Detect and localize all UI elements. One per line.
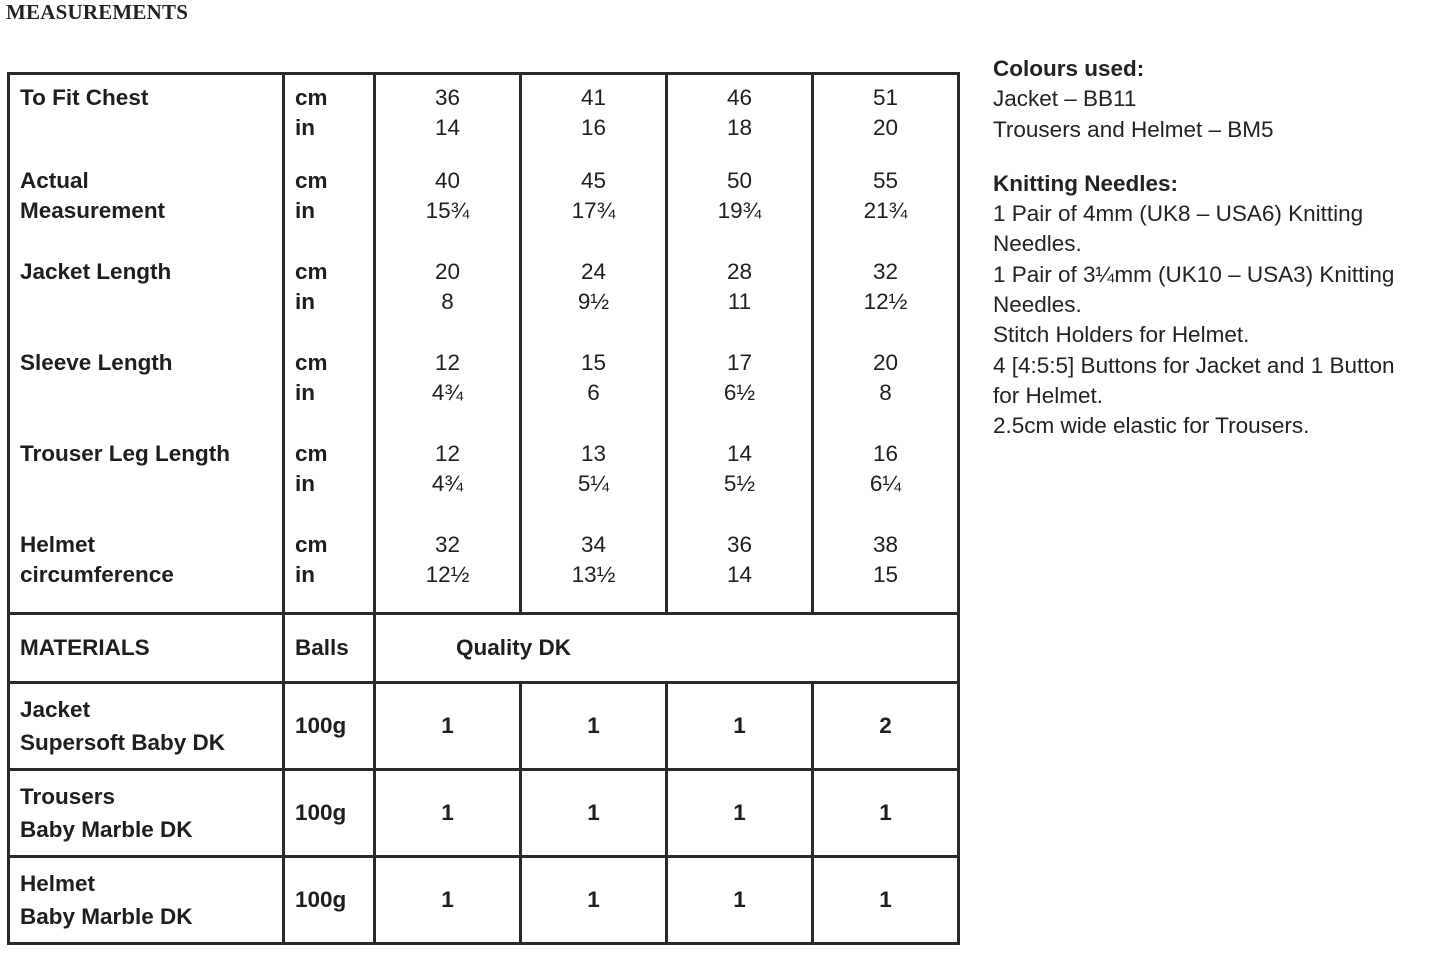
size-value: 12: [434, 350, 461, 375]
size-value: 6¼: [869, 471, 902, 496]
size-value-cell: [813, 166, 959, 257]
size-value: 16: [580, 115, 607, 140]
unit-label: cm: [295, 350, 328, 375]
materials-header-label: MATERIALS: [9, 614, 284, 683]
size-value: 12: [434, 441, 461, 466]
measurement-label: [9, 257, 284, 348]
measurement-row: [9, 257, 959, 348]
unit-cell: [284, 166, 375, 257]
ball-count: 1: [375, 683, 521, 770]
size-value: 15: [580, 350, 607, 375]
size-value-cell: [813, 439, 959, 530]
unit-cell: [284, 530, 375, 614]
size-value-cell: [375, 74, 521, 167]
colour-line: Trousers and Helmet – BM5: [993, 116, 1274, 142]
material-label-line: Baby Marble DK: [20, 904, 193, 929]
balls-header: Balls: [284, 614, 375, 683]
ball-count: 1: [667, 857, 813, 944]
size-value: 16: [872, 441, 899, 466]
size-value: 6: [587, 380, 600, 405]
size-value-cell: [667, 74, 813, 167]
ball-count: 1: [375, 770, 521, 857]
ball-count: 2: [813, 683, 959, 770]
material-label-line: Jacket: [20, 697, 91, 722]
size-value-cell: [667, 257, 813, 348]
needles-line: 2.5cm wide elastic for Trousers.: [993, 413, 1310, 439]
measurement-row: [9, 439, 959, 530]
size-value: 8: [879, 380, 892, 405]
ball-count: 1: [521, 857, 667, 944]
size-value-cell: [667, 348, 813, 439]
size-value: 11: [727, 289, 752, 314]
unit-label: cm: [295, 532, 328, 557]
size-value-cell: [813, 257, 959, 348]
measurement-row: [9, 530, 959, 614]
size-value: 15: [872, 562, 899, 587]
ball-weight: 100g: [284, 770, 375, 857]
ball-count: 1: [667, 770, 813, 857]
needles-line: 1 Pair of 3¼mm (UK10 – USA3) Knitting: [993, 261, 1395, 287]
material-label-line: Supersoft Baby DK: [20, 730, 226, 755]
size-value: 4¾: [431, 471, 464, 496]
size-value: 19¾: [717, 198, 762, 223]
size-value-cell: [375, 166, 521, 257]
size-value: 24: [580, 259, 607, 284]
measurement-label-line: Helmet: [20, 532, 96, 557]
unit-label: in: [295, 562, 315, 587]
size-value-cell: [521, 166, 667, 257]
unit-label: cm: [295, 441, 328, 466]
ball-count: 1: [813, 857, 959, 944]
ball-count: 1: [667, 683, 813, 770]
size-value: 32: [434, 532, 461, 557]
measurement-label-line: Actual: [20, 168, 89, 193]
size-value-cell: [667, 439, 813, 530]
size-value-cell: [521, 348, 667, 439]
size-value: 6½: [723, 380, 756, 405]
size-value: 17¾: [571, 198, 616, 223]
size-value: 14: [726, 441, 753, 466]
unit-label: in: [295, 198, 315, 223]
size-value: 38: [872, 532, 899, 557]
measurement-row: [9, 166, 959, 257]
size-value-cell: [375, 348, 521, 439]
needles-line: Needles.: [993, 292, 1082, 318]
colour-line: Jacket – BB11: [993, 86, 1137, 112]
measurement-row: [9, 74, 959, 167]
size-value: 14: [434, 115, 461, 140]
measurement-label: [9, 439, 284, 530]
quality-header: Quality DK: [375, 614, 959, 683]
ball-count: 1: [375, 857, 521, 944]
size-value: 50: [726, 168, 753, 193]
size-value-cell: [521, 257, 667, 348]
size-value-cell: [813, 348, 959, 439]
size-value: 32: [872, 259, 899, 284]
size-value: 28: [726, 259, 753, 284]
size-value-cell: [375, 439, 521, 530]
needles-line: 4 [4:5:5] Buttons for Jacket and 1 Button: [993, 352, 1395, 378]
materials-header-row: [9, 614, 959, 683]
size-value: 4¾: [431, 380, 464, 405]
unit-label: in: [295, 380, 315, 405]
size-value-cell: [521, 530, 667, 614]
unit-cell: [284, 439, 375, 530]
needles-line: Needles.: [993, 231, 1082, 257]
materials-notes: [993, 54, 1443, 442]
size-value-cell: [667, 530, 813, 614]
ball-count: 1: [813, 770, 959, 857]
ball-count: 1: [521, 683, 667, 770]
size-value: 5¼: [577, 471, 610, 496]
material-label: [9, 683, 284, 770]
needles-line: for Helmet.: [993, 382, 1104, 408]
ball-weight: 100g: [284, 857, 375, 944]
size-value: 18: [726, 115, 753, 140]
measurement-label-line: circumference: [20, 562, 174, 587]
size-value: 45: [580, 168, 607, 193]
measurement-label-line: Sleeve Length: [20, 350, 173, 375]
unit-label: cm: [295, 85, 328, 110]
size-value: 14: [726, 562, 753, 587]
size-value-cell: [667, 166, 813, 257]
size-value: 46: [726, 85, 753, 110]
measurement-row: [9, 348, 959, 439]
unit-label: in: [295, 471, 315, 496]
unit-label: in: [295, 115, 315, 140]
unit-label: cm: [295, 168, 328, 193]
unit-cell: [284, 74, 375, 167]
material-row: [9, 857, 959, 944]
size-value-cell: [521, 74, 667, 167]
material-label-line: Helmet: [20, 871, 96, 896]
measurement-label-line: Measurement: [20, 198, 166, 223]
needles-line: Stitch Holders for Helmet.: [993, 322, 1250, 348]
measurement-label: [9, 74, 284, 167]
size-value: 13½: [571, 562, 616, 587]
size-value: 36: [434, 85, 461, 110]
measurement-label-line: Jacket Length: [20, 259, 172, 284]
page-title: MEASUREMENTS: [6, 0, 189, 24]
size-value: 13: [580, 441, 607, 466]
size-value-cell: [521, 439, 667, 530]
size-value: 9½: [577, 289, 610, 314]
measurement-label: [9, 348, 284, 439]
unit-cell: [284, 348, 375, 439]
ball-weight: 100g: [284, 683, 375, 770]
size-value: 36: [726, 532, 753, 557]
measurement-label: [9, 166, 284, 257]
size-value: 12½: [863, 289, 908, 314]
size-value: 51: [872, 85, 899, 110]
size-value: 20: [434, 259, 461, 284]
size-value: 20: [872, 350, 899, 375]
size-value: 15¾: [425, 198, 470, 223]
size-value: 34: [580, 532, 607, 557]
material-row: [9, 683, 959, 770]
size-value-cell: [375, 257, 521, 348]
material-row: [9, 770, 959, 857]
unit-cell: [284, 257, 375, 348]
size-value: 5½: [723, 471, 756, 496]
material-label-line: Baby Marble DK: [20, 817, 193, 842]
unit-label: in: [295, 289, 315, 314]
size-value: 12½: [425, 562, 470, 587]
colours-title: Colours used:: [993, 56, 1145, 81]
size-value-cell: [813, 530, 959, 614]
size-value: 21¾: [863, 198, 908, 223]
needles-line: 1 Pair of 4mm (UK8 – USA6) Knitting: [993, 201, 1364, 227]
size-value: 40: [434, 168, 461, 193]
size-value: 41: [580, 85, 607, 110]
material-label: [9, 857, 284, 944]
ball-count: 1: [521, 770, 667, 857]
measurement-label-line: Trouser Leg Length: [20, 441, 231, 466]
needles-title: Knitting Needles:: [993, 170, 1179, 196]
size-value: 17: [726, 350, 753, 375]
size-value-cell: [375, 530, 521, 614]
material-label: [9, 770, 284, 857]
measurements-table: [7, 72, 960, 945]
unit-label: cm: [295, 259, 328, 284]
size-value: 20: [872, 115, 899, 140]
measurement-label-line: To Fit Chest: [20, 85, 149, 110]
size-value-cell: [813, 74, 959, 167]
size-value: 55: [872, 168, 899, 193]
material-label-line: Trousers: [20, 784, 116, 809]
measurement-label: [9, 530, 284, 614]
size-value: 8: [441, 289, 454, 314]
